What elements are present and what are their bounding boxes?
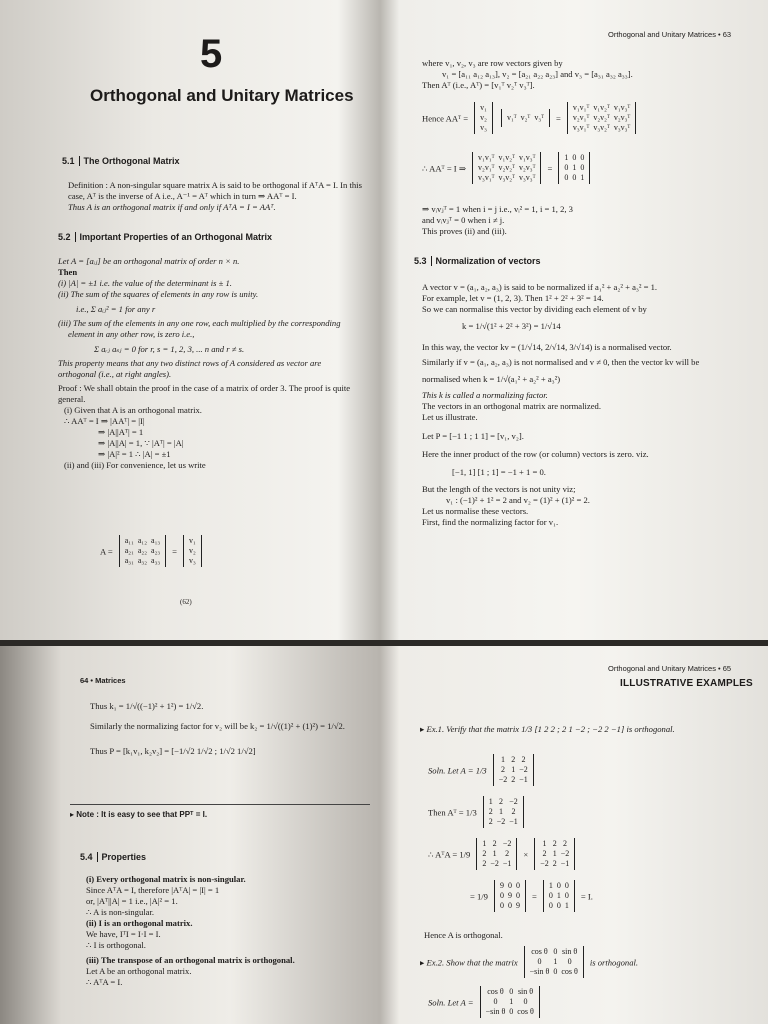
matrix-entry: sin θ (561, 947, 578, 956)
matrix-entry: 1 (572, 163, 577, 172)
matrix-entry: −2 (540, 859, 549, 868)
matrix-entry: 0 (537, 957, 542, 966)
matrix-column (509, 987, 513, 1017)
matrix-entry: 0 (564, 891, 569, 900)
column-vectors (474, 102, 493, 134)
matrix-column (519, 755, 528, 785)
vvt-matrix-repeat (472, 152, 541, 184)
result-equation (470, 880, 593, 912)
matrix-entry: 0 (567, 957, 572, 966)
text-line: ⇒ |A||Aᵀ| = 1 (98, 427, 144, 437)
matrix-entry: 2 (562, 839, 567, 848)
matrix-entry: 2 (488, 817, 493, 826)
matrix-column (564, 153, 568, 183)
matrix-entry: −2 (490, 859, 499, 868)
matrix-entry: v₂v₃ᵀ (613, 113, 631, 122)
matrix-entry: 0 (523, 997, 528, 1006)
matrix-entry: 2 (505, 849, 510, 858)
note-text: ▸ Note : It is easy to see that PPᵀ = I. (70, 810, 208, 819)
matrix-entry: −1 (560, 859, 570, 868)
matrix-entry: v₁v₃ᵀ (519, 153, 536, 162)
text-line: element in any other row, is zero i.e., (68, 329, 195, 339)
hence-orthogonal (424, 930, 744, 941)
equation-tail: is orthogonal. (589, 957, 639, 968)
matrix-entry: v₁ (189, 536, 196, 545)
matrix-entry: 0 (553, 947, 558, 956)
matrix-column (511, 755, 515, 785)
text-line: Definition : A non-singular square matrix A is said to be orthogonal if AᵀA = I. In this (68, 180, 362, 190)
rotation-matrix (524, 946, 584, 978)
matrix-entry: 1 (552, 849, 557, 858)
matrix-entry: 1 (509, 997, 514, 1006)
equation-label: Soln. Let A = (428, 997, 474, 1008)
text-line: This proves (ii) and (iii). (422, 226, 507, 236)
row-vector-definition (422, 58, 742, 91)
matrix-column (519, 153, 535, 183)
times-sign: × (523, 849, 529, 860)
matrix-entry: −2 (496, 817, 506, 826)
text-line: Since AᵀA = I, therefore |AᵀA| = |I| = 1 (86, 885, 220, 895)
matrix-entry: a₃₂ (137, 556, 148, 565)
text-line: Thus k₁ = 1/√((−1)² + 1²) = 1/√2. (90, 701, 204, 711)
matrix-entry: −sin θ (529, 967, 550, 976)
matrix-entry: v₁v₁ᵀ (572, 103, 590, 112)
section-number: 5.3 (414, 256, 432, 266)
text-line: (ii) The sum of the squares of elements in any row is unity. (58, 289, 259, 299)
text-line: (i) Given that A is an orthogonal matrix. (64, 405, 202, 415)
matrix-entry: a₂₁ (124, 546, 134, 555)
matrix-entry: v₂ᵀ (520, 113, 531, 122)
matrix-entry: 0 (580, 153, 585, 162)
matrix-entry: 2 (482, 849, 487, 858)
chapter-title: Orthogonal and Unitary Matrices (90, 86, 354, 105)
matrix-entry: 0 (572, 173, 577, 182)
page-64 (70, 646, 380, 1024)
running-header: Orthogonal and Unitary Matrices • 65 (608, 664, 732, 673)
note-block (70, 804, 370, 820)
matrix-entry: 9 (499, 881, 504, 890)
identity-matrix (558, 152, 590, 184)
text-line: (i) Every orthogonal matrix is non-singular. (86, 874, 246, 884)
matrix-entry: v₂v₃ᵀ (519, 163, 536, 172)
matrix-column (125, 536, 134, 566)
equals-sign: = (547, 163, 553, 174)
matrix-entry: 0 (509, 1007, 514, 1016)
text-line: Then Aᵀ (i.e., Aᵀ) = [v₁ᵀ v₂ᵀ v₃ᵀ]. (422, 80, 535, 90)
equation-label: ∴ AAᵀ = I ⇒ (422, 163, 467, 174)
equals-sign: = (531, 891, 537, 902)
matrix-entry: v₁ (480, 103, 487, 112)
matrix-entry: v₂ (189, 546, 196, 555)
matrix-entry: 2 (552, 839, 557, 848)
matrix-column (521, 113, 531, 123)
matrix-column (507, 113, 517, 123)
section-title: Important Properties of an Orthogonal Matrix (79, 232, 273, 242)
equation-label: Soln. Let A = 1/3 (428, 765, 487, 776)
matrix-column (478, 153, 494, 183)
matrix-entry: v₃v₂ᵀ (498, 173, 515, 182)
matrix-entry: 0 (564, 163, 569, 172)
matrix-entry: −2 (502, 839, 512, 848)
section-5-1-heading (62, 156, 180, 166)
section-number: 5.1 (62, 156, 80, 166)
matrix-entry: 1 (488, 797, 493, 806)
matrix-label: A = (100, 546, 113, 557)
matrix-entry: v₂v₁ᵀ (572, 113, 590, 122)
matrix-column (499, 755, 508, 785)
text-line: The vectors in an orthogonal matrix are normalized. (422, 401, 601, 411)
text-line: (iii) The sum of the elements in any one row, each multiplied by the corresponding (58, 318, 341, 328)
matrix-entry: −1 (519, 775, 528, 784)
matrix-entry: v₁v₃ᵀ (613, 103, 631, 112)
matrix-entry: v₃v₃ᵀ (613, 123, 631, 132)
matrix-column (565, 881, 569, 911)
text-line: or, |Aᵀ||A| = 1 i.e., |A|² = 1. (86, 896, 178, 906)
matrix-column (509, 797, 518, 827)
equals-sign: = (172, 546, 178, 557)
matrix-entry: v₂ (480, 113, 487, 122)
matrix-mt-repeat (476, 838, 517, 870)
matrix-entry: 0 (556, 881, 561, 890)
properties-list (86, 874, 386, 988)
text-line: This property means that any two distinct rows of A considered as vector are (58, 358, 322, 368)
matrix-column (516, 881, 520, 911)
conclusion-block (422, 204, 742, 237)
matrix-entry: 1 (542, 839, 547, 848)
matrix-entry: cos θ (487, 987, 504, 996)
matrix-column (480, 103, 487, 133)
page-folio: (62) (180, 598, 192, 606)
matrix-entry: sin θ (517, 987, 534, 996)
section-5-4-heading (80, 852, 146, 862)
row-vector-matrix (183, 535, 202, 567)
matrix-entry: 0 (499, 891, 504, 900)
text-line: Let us normalise these vectors. (422, 506, 529, 516)
text-line: v₁ : (−1)² + 1² = 2 and v₂ = (1)² + (1)² = 2. (446, 495, 590, 505)
matrix-entry: v₂v₁ᵀ (478, 163, 495, 172)
text-line: (ii) I is an orthogonal matrix. (86, 918, 193, 928)
matrix-column (557, 881, 561, 911)
matrix-entry: 0 (553, 967, 558, 976)
matrix-entry: cos θ (531, 947, 548, 956)
equation-label: Then Aᵀ = 1/3 (428, 807, 477, 818)
matrix-entry: 2 (482, 859, 487, 868)
text-line: Let P = [−1 1 ; 1 1] = [v₁, v₂]. (422, 431, 524, 441)
vvt-matrix (567, 102, 636, 134)
section-title: The Orthogonal Matrix (83, 156, 180, 166)
matrix-entry: 1 (500, 755, 505, 764)
matrix-entry: 0 (507, 901, 512, 910)
bottom-spread (0, 646, 768, 1024)
matrix-column (549, 881, 553, 911)
matrix-entry: 0 (509, 987, 514, 996)
matrix-column (614, 103, 630, 133)
matrix-entry: −2 (560, 849, 570, 858)
text-line: But the length of the vectors is not unity viz; (422, 484, 576, 494)
matrix-entry: a₁₁ (124, 536, 134, 545)
equation-label: = 1/9 (470, 891, 488, 902)
soln-1-let-a (428, 754, 536, 786)
matrix-entry: 2 (542, 849, 547, 858)
matrix-column (500, 881, 504, 911)
matrix-entry: −2 (519, 765, 528, 774)
examples-title: ILLUSTRATIVE EXAMPLES (620, 678, 753, 689)
matrix-column (503, 839, 512, 869)
matrix-column (561, 839, 570, 869)
example-1-statement (420, 724, 750, 735)
matrix-entry: 1 (482, 839, 487, 848)
matrix-entry: a₂₂ (137, 546, 148, 555)
section-number: 5.4 (80, 852, 98, 862)
matrix-entry: v₁v₁ᵀ (478, 153, 495, 162)
matrix-entry: 2 (499, 797, 504, 806)
text-line: where v₁, v₂, v₃ are row vectors given by (422, 58, 563, 68)
text-line: Let us illustrate. (422, 412, 478, 422)
soln-2-let-a (428, 986, 542, 1018)
equation-label: Hence AAᵀ = (422, 113, 469, 124)
matrix-entry: 0 (572, 153, 577, 162)
matrix-entry: −1 (502, 859, 512, 868)
matrix-entry: a₃₃ (151, 556, 161, 565)
text-line: Thus P = [k₁v₁, k₂v₂] = [−1/√2 1/√2 ; 1/√2 1/√2] (90, 746, 256, 756)
matrix-column (593, 103, 609, 133)
text-line: Here the inner product of the row (or column) vectors is zero. viz. (422, 449, 649, 459)
text-line: k = 1/√(1² + 2² + 3²) = 1/√14 (462, 321, 561, 331)
text-line: Let A = [aᵢⱼ] be an orthogonal matrix of order n × n. (58, 256, 240, 266)
identity-matrix-result (543, 880, 575, 912)
equation-label: ▸ Ex.2. Show that the matrix (420, 957, 518, 968)
matrix-entry: a₁₂ (137, 536, 148, 545)
matrix-entry: v₃ (189, 556, 196, 565)
matrix-m (493, 754, 534, 786)
chapter-number: 5 (200, 32, 223, 76)
matrix-entry: 1 (511, 765, 516, 774)
section-5-2-heading (58, 232, 272, 242)
matrix-entry: v₃ (480, 123, 487, 132)
running-header: 64 • Matrices (80, 676, 126, 685)
matrix-entry: v₃v₁ᵀ (478, 173, 495, 182)
matrix-entry: 0 (556, 901, 561, 910)
matrix-entry: −2 (509, 797, 518, 806)
matrix-column (517, 987, 534, 1017)
matrix-entry: 0 (580, 163, 585, 172)
matrix-column (499, 153, 515, 183)
matrix-entry: 9 (507, 891, 512, 900)
text-line: For example, let v = (1, 2, 3). Then 1² + 2² + 3² = 14. (422, 293, 604, 303)
normalization-block (422, 282, 752, 528)
matrix-entry: 1 (499, 807, 504, 816)
text-line: Hence A is orthogonal. (424, 930, 503, 940)
matrix-column (530, 947, 550, 977)
text-line: In this way, the vector kv = (1/√14, 2/√14, 3/√14) is a normalised vector. (422, 342, 672, 352)
matrix-entry: v₁v₂ᵀ (498, 153, 515, 162)
matrix-column (540, 839, 549, 869)
matrix-entry: 2 (511, 807, 516, 816)
properties-block (58, 256, 378, 471)
matrix-entry: a₂₃ (151, 546, 161, 555)
matrix-a (119, 535, 166, 567)
matrix-entry: 1 (548, 881, 553, 890)
matrix-entry: 0 (515, 881, 520, 890)
matrix-entry: 1 (564, 153, 569, 162)
normalizing-block (90, 696, 390, 766)
matrix-entry: 1 (564, 901, 569, 910)
text-line: (ii) and (iii) For convenience, let us write (64, 460, 206, 470)
text-line: v₁ = [a₁₁ a₁₂ a₁₃], v₂ = [a₂₁ a₂₂ a₂₃] and v₃ = [a₃₁ a₃₂ a₃₃]. (442, 69, 633, 79)
text-line: Proof : We shall obtain the proof in the case of a matrix of order 3. The proof is quite (58, 383, 351, 393)
text-line: (i) |A| = ±1 i.e. the value of the determinant is ± 1. (58, 278, 232, 288)
matrix-entry: a₁₃ (151, 536, 161, 545)
text-line: ∴ I is orthogonal. (86, 940, 146, 950)
matrix-entry: 2 (511, 775, 516, 784)
matrix-m-repeat (534, 838, 575, 870)
matrix-entry: v₂v₂ᵀ (593, 113, 610, 122)
matrix-entry: 1 (553, 957, 558, 966)
text-line: Similarly the normalizing factor for v₂ will be k₂ = 1/√((1)² + (1)²) = 1/√2. (90, 721, 345, 731)
text-line: normalised when k = 1/√(a₁² + a₂² + a₃²) (422, 374, 561, 384)
text-line: This k is called a normalizing factor. (422, 390, 548, 400)
text-line: case, Aᵀ is the inverse of A i.e., A⁻¹ = Aᵀ which in turn ⇒ AAᵀ = I. (68, 191, 297, 201)
section-number: 5.2 (58, 232, 76, 242)
matrix-mt (483, 796, 524, 828)
equals-identity: = I. (580, 891, 593, 902)
matrix-entry: v₂v₂ᵀ (498, 163, 515, 172)
matrix-entry: 0 (564, 881, 569, 890)
matrix-entry: cos θ (561, 967, 578, 976)
matrix-entry: cos θ (517, 1007, 534, 1016)
matrix-column (138, 536, 147, 566)
matrix-entry: −2 (498, 775, 508, 784)
matrix-entry: 0 (507, 881, 512, 890)
page-65 (410, 646, 753, 1024)
text-line: and vᵢvⱼᵀ = 0 when i ≠ j. (422, 215, 505, 225)
matrix-column (189, 536, 196, 566)
matrix-column (534, 113, 544, 123)
matrix-entry: 1 (580, 173, 585, 182)
matrix-entry: 1 (492, 849, 497, 858)
matrix-column (497, 797, 506, 827)
matrix-entry: 0 (493, 997, 498, 1006)
matrix-entry: 2 (488, 807, 493, 816)
matrix-column (573, 103, 589, 133)
matrix-entry: −sin θ (485, 1007, 506, 1016)
matrix-entry: v₃v₁ᵀ (572, 123, 590, 132)
matrix-column (490, 839, 499, 869)
text-line: [−1, 1] [1 ; 1] = −1 + 1 = 0. (452, 467, 546, 477)
text-line: ∴ A is non-singular. (86, 907, 155, 917)
matrix-entry: v₁v₂ᵀ (593, 103, 610, 112)
matrix-entry: v₁ᵀ (506, 113, 517, 122)
matrix-a-equation (100, 535, 204, 567)
matrix-entry: 1 (556, 891, 561, 900)
running-header: Orthogonal and Unitary Matrices • 63 (608, 30, 732, 39)
matrix-entry: −1 (509, 817, 518, 826)
text-line: Similarly if v = (a₁, a₂, a₃) is not normalised and v ≠ 0, then the vector kv will be (422, 357, 700, 367)
matrix-column (508, 881, 512, 911)
text-line: Thus A is an orthogonal matrix if and only if AᵀA = I = AAᵀ. (68, 202, 276, 212)
text-line: orthogonal (i.e., at right angles). (58, 369, 172, 379)
text-line: ∴ AᵀA = I. (86, 977, 123, 987)
text-line: (iii) The transpose of an orthogonal matrix is orthogonal. (86, 955, 295, 965)
matrix-column (489, 797, 493, 827)
text-line: Then (58, 267, 78, 277)
matrix-entry: 2 (511, 755, 516, 764)
matrix-entry: 0 (564, 173, 569, 182)
then-a-transpose (428, 796, 526, 828)
matrix-entry: v₃v₂ᵀ (593, 123, 610, 132)
text-line: i.e., Σ aᵢⱼ² = 1 for any r (76, 304, 156, 314)
matrix-column (482, 839, 486, 869)
text-line: general. (58, 394, 86, 404)
text-line: First, find the normalizing factor for v₁. (422, 517, 559, 527)
matrix-column (553, 839, 557, 869)
matrix-entry: 0 (548, 901, 553, 910)
transposed-row (501, 109, 550, 127)
matrix-entry: 0 (499, 901, 504, 910)
text-line: ⇒ vᵢvⱼᵀ = 1 when i = j i.e., vᵢ² = 1, i = 1, 2, 3 (422, 204, 573, 214)
aat-identity-equation (422, 152, 592, 184)
matrix-entry: 2 (492, 839, 497, 848)
text-line: ∴ AAᵀ = I ⇒ |AAᵀ| = |I| (64, 416, 145, 426)
text-line: ▸ Ex.1. Verify that the matrix 1/3 [1 2 2 ; 2 1 −2 ; −2 2 −1] is orthogonal. (420, 724, 675, 734)
product-equation (428, 838, 577, 870)
matrix-entry: 0 (515, 891, 520, 900)
section-title: Properties (101, 852, 147, 862)
equation-label: ∴ AᵀA = 1/9 (428, 849, 471, 860)
text-line: ⇒ |A||A| = 1, ∵ |Aᵀ| = |A| (98, 438, 184, 448)
example-2-statement (420, 946, 638, 978)
section-title: Normalization of vectors (435, 256, 541, 266)
section-5-3-heading (414, 256, 541, 266)
matrix-entry: 2 (500, 765, 505, 774)
matrix-entry: 2 (521, 755, 526, 764)
definition-block (68, 180, 378, 213)
matrix-column (151, 536, 160, 566)
text-line: Σ aᵣⱼ aₛⱼ = 0 for r, s = 1, 2, 3, ... n and r ≠ s. (94, 344, 245, 354)
matrix-entry: v₃ᵀ (534, 113, 545, 122)
matrix-column (561, 947, 578, 977)
matrix-column (580, 153, 584, 183)
matrix-entry: 9 (515, 901, 520, 910)
text-line: A vector v = (a₁, a₂, a₃) is said to be normalized if a₁² + a₂² + a₃² = 1. (422, 282, 658, 292)
matrix-column (486, 987, 506, 1017)
matrix-entry: v₃v₃ᵀ (519, 173, 536, 182)
rotation-matrix-repeat (480, 986, 540, 1018)
text-line: ⇒ |A|² = 1 ∴ |A| = ±1 (98, 449, 171, 459)
page-63 (400, 0, 740, 640)
equals-sign: = (556, 113, 561, 124)
matrix-entry: 0 (548, 891, 553, 900)
text-line: So we can normalise this vector by dividing each element of v by (422, 304, 647, 314)
matrix-nine (494, 880, 526, 912)
matrix-column (553, 947, 557, 977)
matrix-entry: 2 (552, 859, 557, 868)
page-62 (40, 0, 370, 640)
matrix-entry: a₃₁ (124, 556, 134, 565)
matrix-column (572, 153, 576, 183)
text-line: Let A be an orthogonal matrix. (86, 966, 192, 976)
hence-aat-equation (422, 102, 638, 134)
text-line: We have, IᵀI = I·I = I. (86, 929, 161, 939)
